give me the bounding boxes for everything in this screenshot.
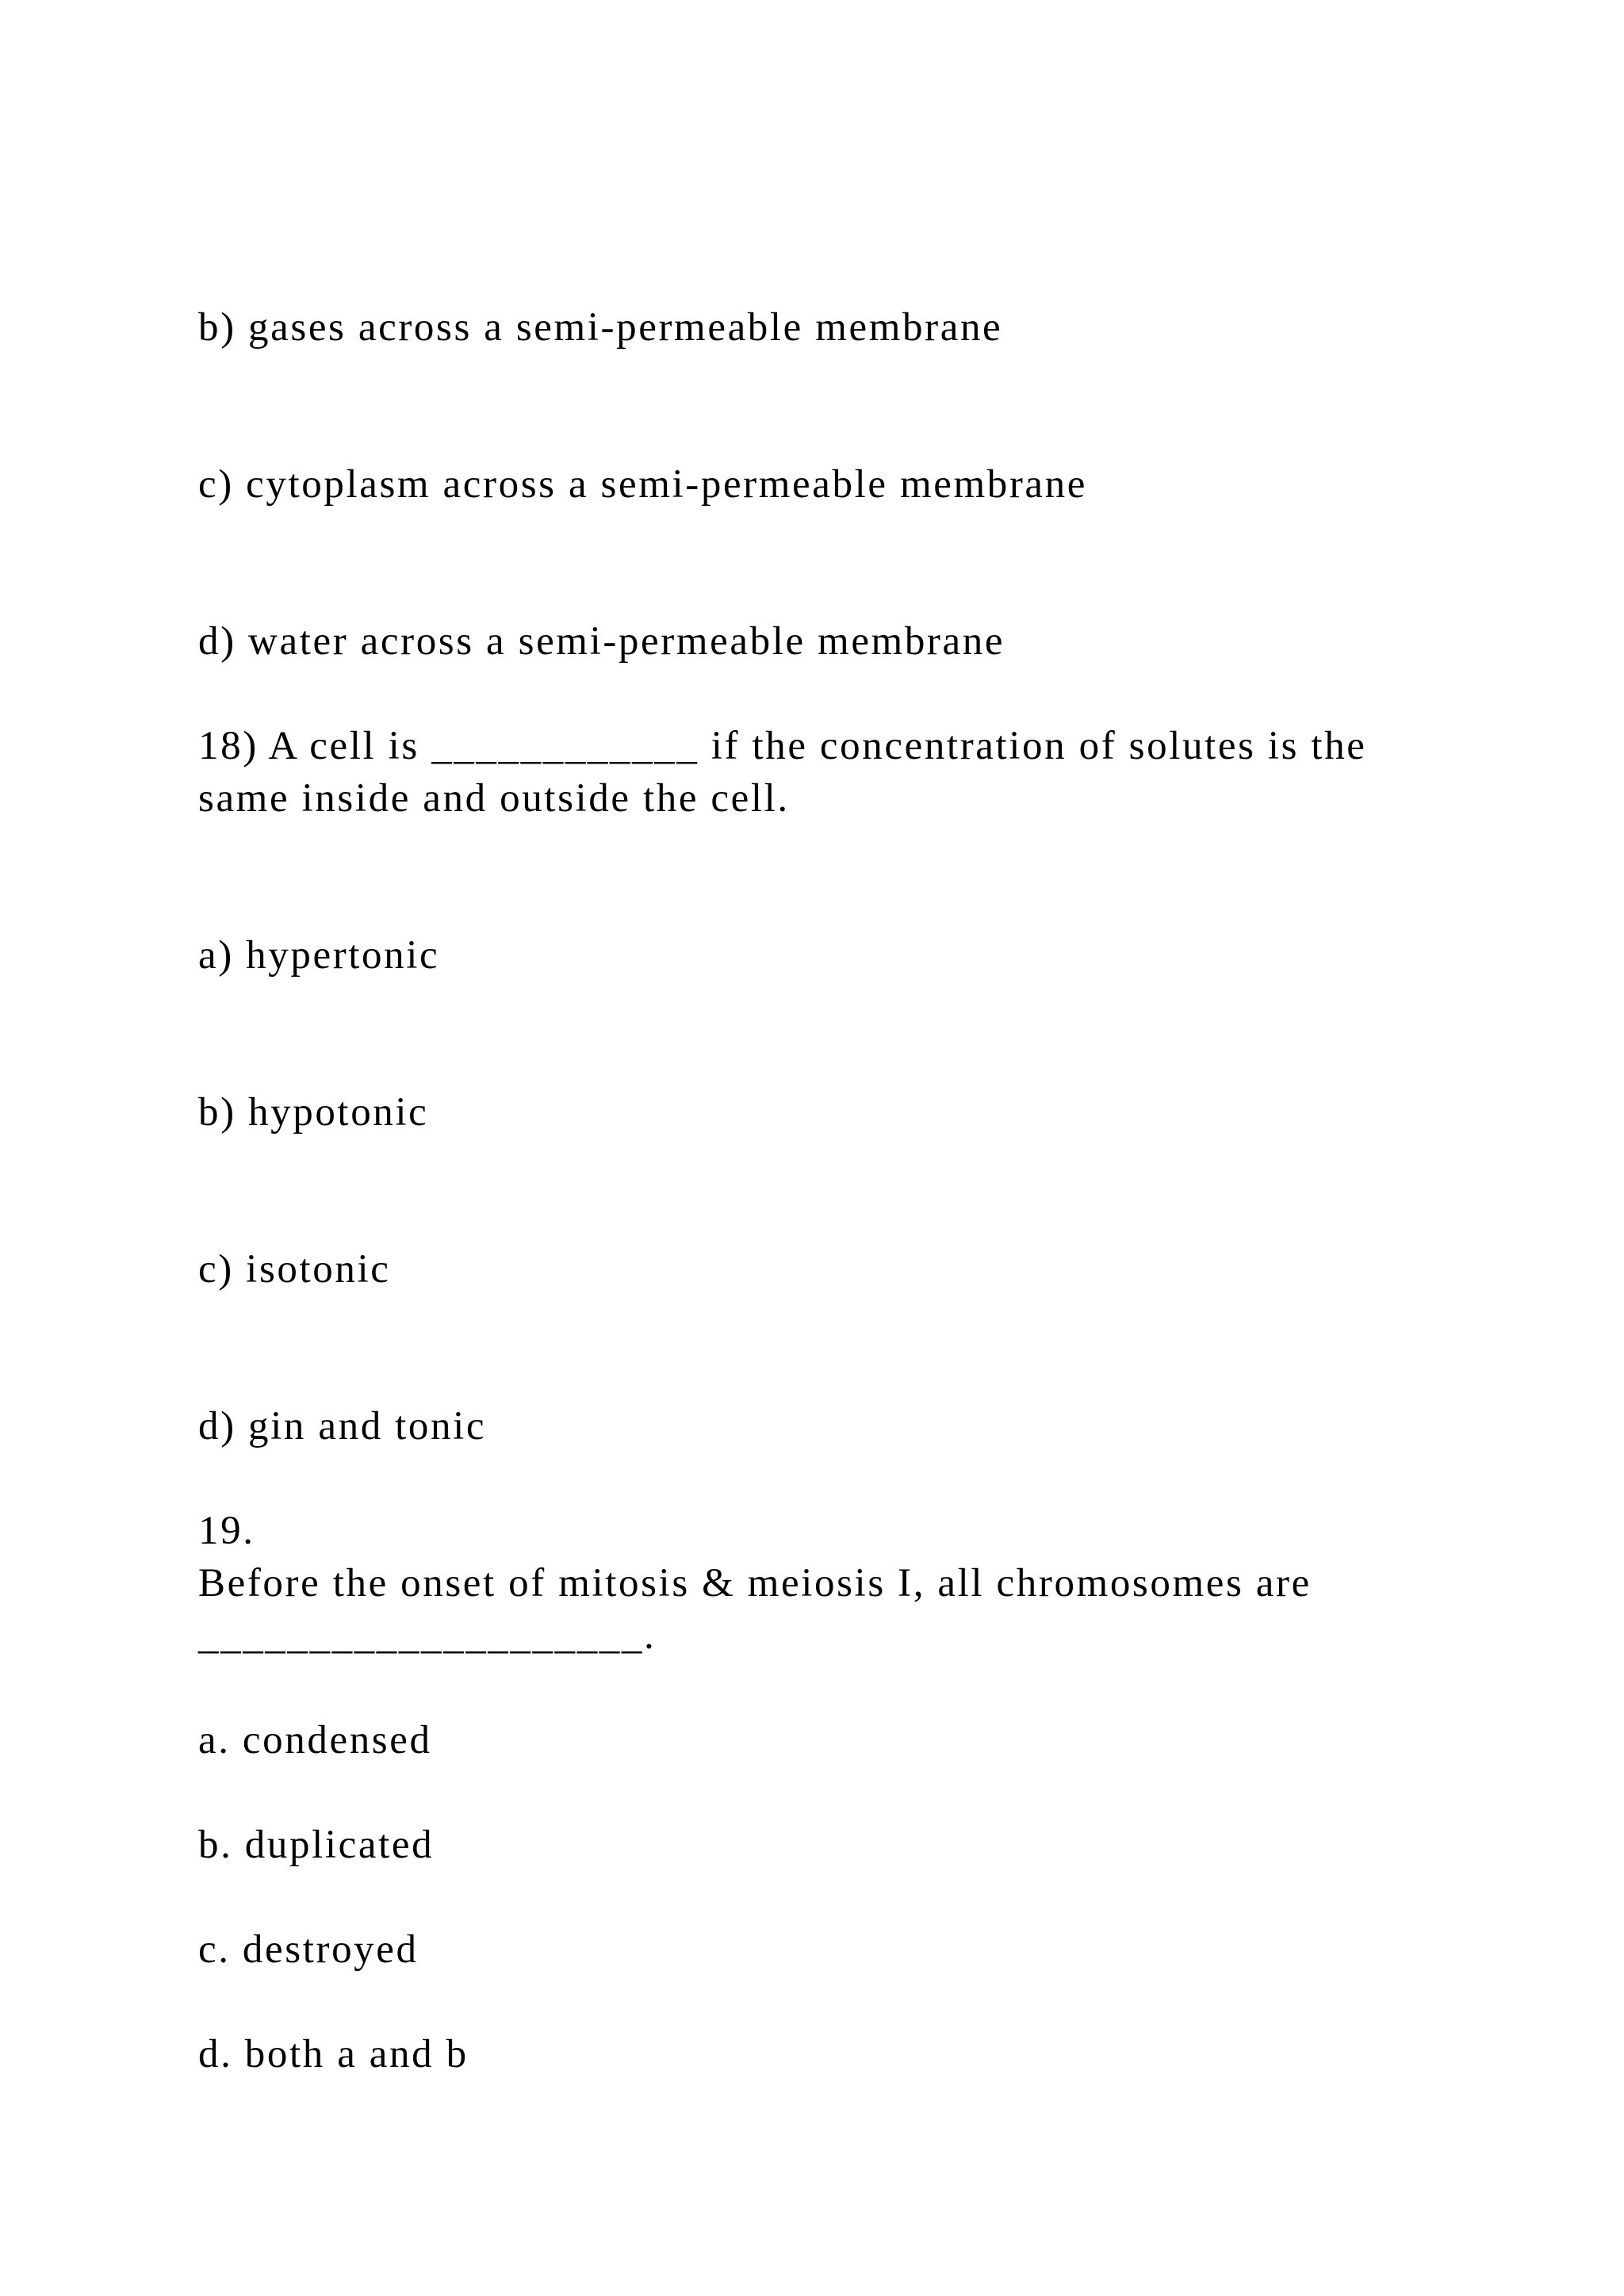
q17-option-d: d) water across a semi-permeable membrane	[198, 619, 1005, 664]
q19-option-a: a. condensed	[198, 1718, 432, 1762]
q18-option-c: c) isotonic	[198, 1247, 391, 1292]
q19-question-line-1: Before the onset of mitosis & meiosis I, all chromosomes are	[198, 1561, 1312, 1605]
q18-option-d: d) gin and tonic	[198, 1404, 487, 1448]
q19-option-c: c. destroyed	[198, 1927, 419, 1972]
q17-option-b: b) gases across a semi-permeable membrane	[198, 305, 1003, 350]
q18-question-line-2: same inside and outside the cell.	[198, 776, 790, 821]
q18-option-b: b) hypotonic	[198, 1090, 429, 1135]
q19-option-d: d. both a and b	[198, 2032, 469, 2076]
q19-question-line-2: ____________________.	[198, 1613, 657, 1658]
q19-option-b: b. duplicated	[198, 1823, 435, 1867]
q18-question-line-1: 18) A cell is ____________ if the concentration of solutes is the	[198, 724, 1367, 768]
q19-number: 19.	[198, 1509, 255, 1553]
q18-option-a: a) hypertonic	[198, 933, 440, 978]
q17-option-c: c) cytoplasm across a semi-permeable membrane	[198, 462, 1087, 507]
